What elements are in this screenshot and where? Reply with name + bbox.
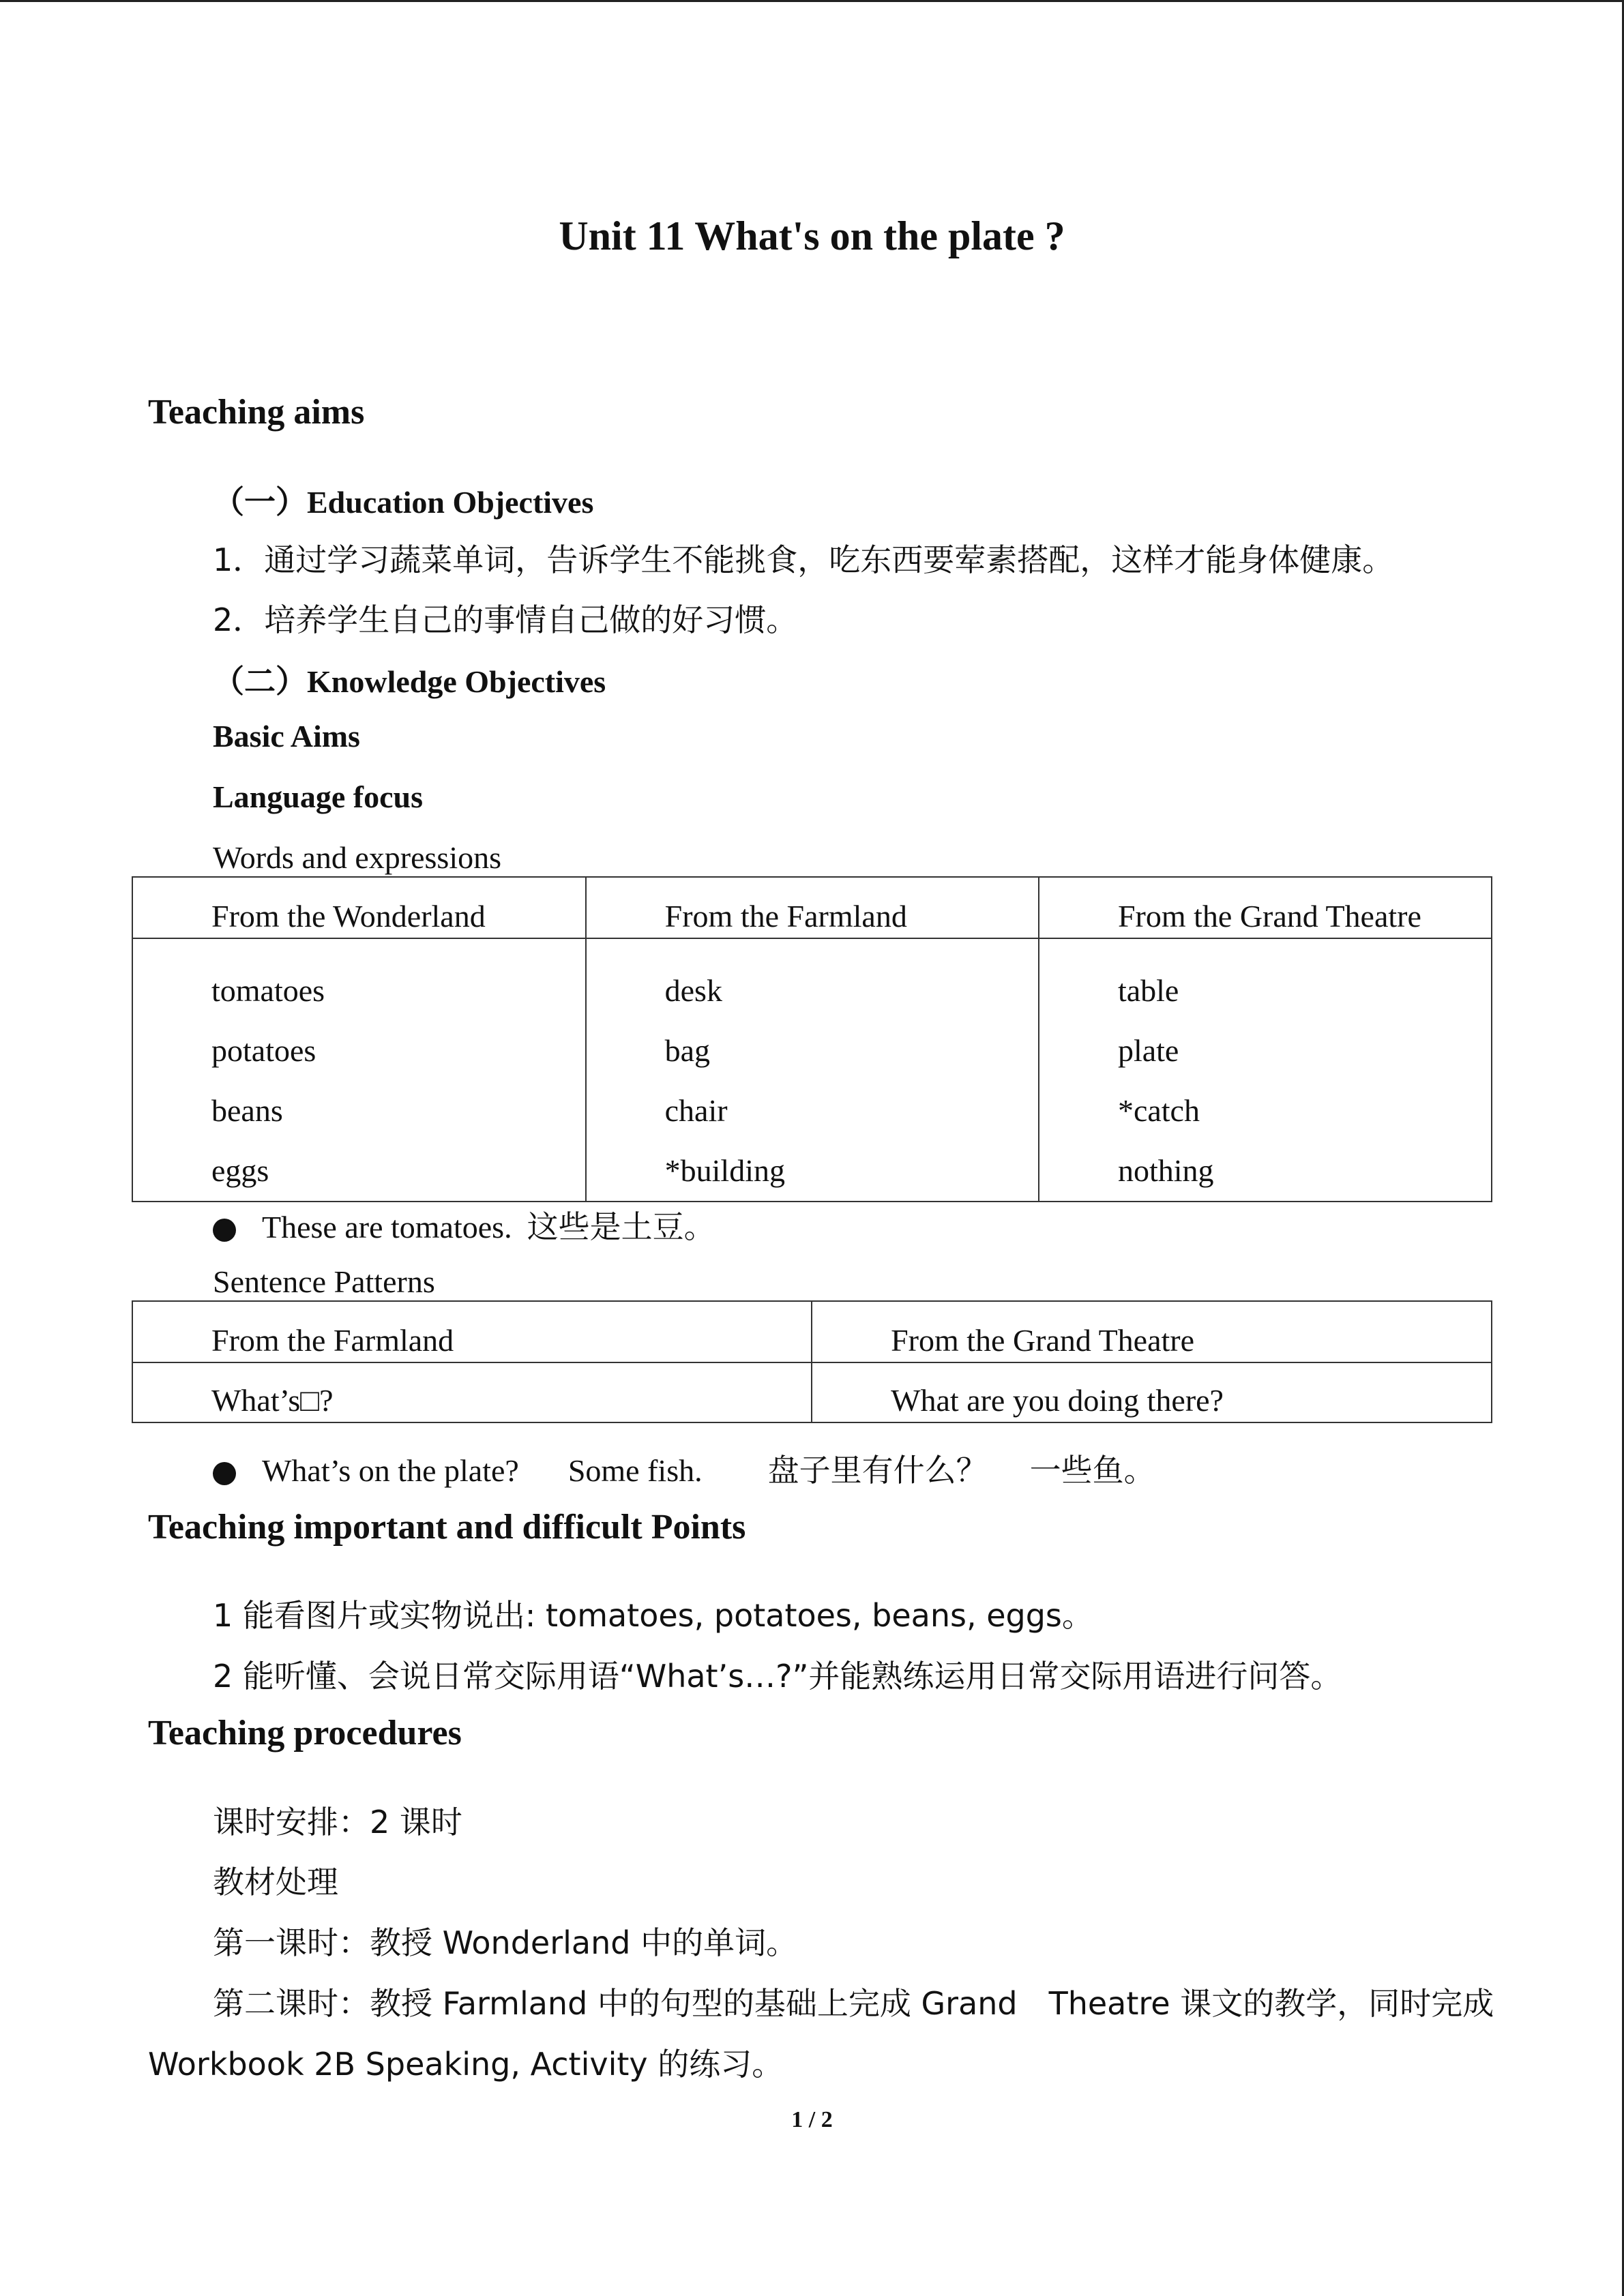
education-item-1: 1．通过学习蔬菜单词，告诉学生不能挑食，吃东西要荤素搭配，这样才能身体健康。 [213, 541, 1394, 578]
language-focus-label: Language focus [213, 779, 423, 814]
word-item: chair [664, 1093, 728, 1128]
points-item-2: 2 能听懂、会说日常交际用语“What’s…?”并能熟练运用日常交际用语进行问答。 [213, 1658, 1342, 1695]
section-heading-procedures: Teaching procedures [148, 1714, 462, 1753]
page-number: 1 / 2 [791, 2107, 833, 2132]
procedure-line: Workbook 2B Speaking, Activity 的练习。 [148, 2046, 784, 2083]
bullet-line-2 [213, 1446, 1155, 1491]
document-title: Unit 11 What's on the plate ? [559, 213, 1065, 258]
table-cell: What’s□? [211, 1383, 334, 1418]
basic-aims-label: Basic Aims [213, 719, 360, 754]
word-item: nothing [1117, 1153, 1214, 1188]
table-header-row [132, 877, 1492, 938]
heading-text: Knowledge Objectives [307, 664, 606, 699]
word-item: *building [664, 1153, 785, 1188]
bullet-chinese-answer: 一些鱼。 [1029, 1452, 1155, 1489]
education-objectives-heading [213, 477, 593, 522]
word-item: tomatoes [211, 973, 325, 1008]
bullet-english: These are tomatoes. [262, 1210, 512, 1244]
table-header-cell: From the Grand Theatre [891, 1323, 1195, 1358]
table-header-cell: From the Farmland [664, 899, 907, 934]
bullet-question: What’s on the plate? [262, 1453, 519, 1488]
points-item-1: 1 能看图片或实物说出: tomatoes, potatoes, beans, eggs。 [213, 1597, 1093, 1634]
heading-prefix: （二） [213, 663, 307, 700]
word-item: desk [664, 973, 722, 1008]
sentence-patterns-label: Sentence Patterns [213, 1264, 435, 1299]
section-heading-points: Teaching important and difficult Points [148, 1508, 746, 1547]
word-item: bag [664, 1033, 711, 1068]
bullet-chinese: 这些是土豆。 [527, 1208, 715, 1245]
word-item: *catch [1117, 1093, 1200, 1128]
procedure-line: 第二课时：教授 Farmland 中的句型的基础上完成 Grand Theatre 课文的教学，同时完成 [213, 1985, 1494, 2022]
table-header-row [132, 1301, 1492, 1362]
bullet-icon [213, 1219, 236, 1242]
word-list [587, 939, 1038, 1201]
word-list [1039, 939, 1491, 1201]
table-row [132, 1362, 1492, 1422]
bullet-answer: Some fish. [567, 1453, 703, 1488]
education-item-2: 2．培养学生自己的事情自己做的好习惯。 [213, 601, 798, 638]
table-row [132, 938, 1492, 1202]
table-header-cell: From the Grand Theatre [1117, 899, 1421, 934]
word-item: eggs [211, 1153, 269, 1188]
section-heading-teaching-aims: Teaching aims [148, 393, 365, 432]
table-header-cell: From the Wonderland [211, 899, 486, 934]
procedure-line: 课时安排：2 课时 [213, 1804, 462, 1840]
bullet-line-1 [213, 1202, 715, 1247]
words-table [132, 876, 1492, 1202]
bullet-icon [213, 1462, 236, 1485]
knowledge-objectives-heading [213, 657, 606, 702]
words-expressions-label: Words and expressions [213, 840, 502, 875]
page-top-border [0, 0, 1624, 2]
sentence-table [132, 1300, 1492, 1423]
heading-text: Education Objectives [307, 485, 594, 520]
table-cell: What are you doing there? [891, 1383, 1224, 1418]
word-item: beans [211, 1093, 283, 1128]
table-header-cell: From the Farmland [211, 1323, 454, 1358]
word-item: table [1117, 973, 1179, 1008]
word-item: plate [1117, 1033, 1179, 1068]
bullet-chinese-question: 盘子里有什么？ [767, 1452, 988, 1489]
procedure-line: 第一课时：教授 Wonderland 中的单词。 [213, 1924, 798, 1961]
word-list [133, 939, 585, 1201]
heading-prefix: （一） [213, 483, 307, 520]
word-item: potatoes [211, 1033, 316, 1068]
procedure-line: 教材处理 [213, 1864, 338, 1900]
